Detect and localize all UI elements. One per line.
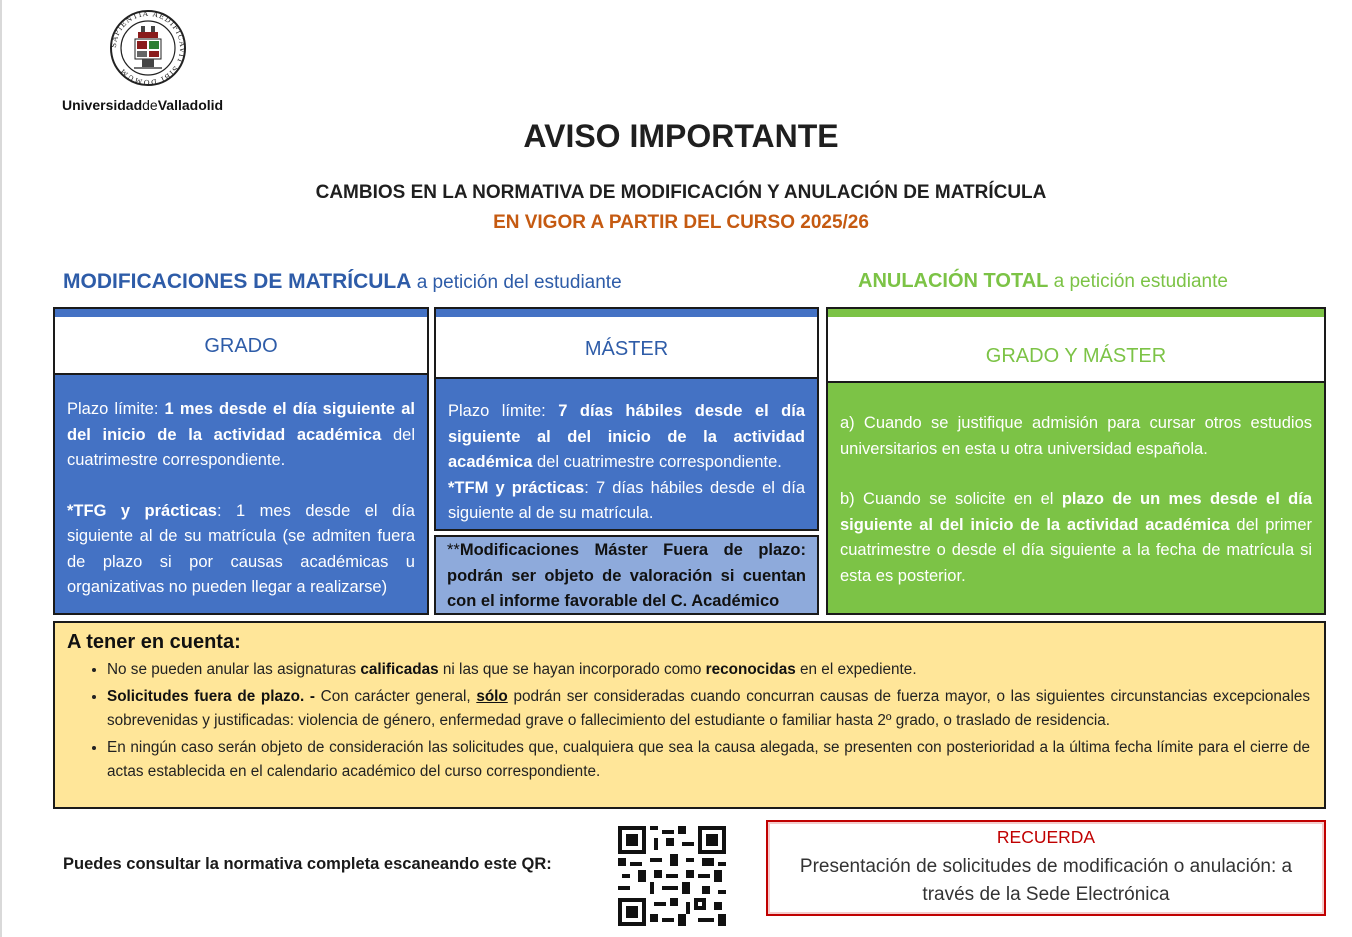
master-body (436, 399, 817, 527)
master-header: MÁSTER (436, 317, 817, 379)
section-modificaciones-heading: MODIFICACIONES DE MATRÍCULA a petición del estudiante (63, 270, 622, 293)
grado-box (53, 307, 429, 615)
section-anulacion-heading: ANULACIÓN TOTAL a petición estudiante (858, 270, 1228, 292)
grado-body (55, 397, 427, 601)
master-box (434, 307, 819, 531)
effective-date: EN VIGOR A PARTIR DEL CURSO 2025/26 (493, 212, 869, 233)
page-title: AVISO IMPORTANTE (523, 118, 839, 154)
grado-tfg-note: *TFG y prácticas: 1 mes desde el día siguiente al de su matrícula (se admiten fuera de plazo si por causas académicas u organizativas no pueden llegar a realizarse) (67, 501, 415, 596)
recuerda-title: RECUERDA (996, 827, 1096, 847)
list-item: • Solicitudes fuera de plazo. - Con carácter general, sólo podrán ser consideradas cuando concurran causas de fuerza mayor, o las siguientes circunstancias excepcionales sobrevenidas y justificadas: violencia de género, enfermedad grave o fallecimiento del estudiante o familiar hasta 2º grado, o traslado de residencia. (107, 685, 1310, 734)
anulacion-body (828, 411, 1324, 589)
anulacion-case-a: a) Cuando se justifique admisión para cursar otros estudios universitarios en esta u otra universidad española. (840, 414, 1312, 458)
master-out-of-term-note: **Modificaciones Máster Fuera de plazo: podrán ser objeto de valoración si cuentan con el informe favorable del C. Académico (434, 535, 819, 615)
grado-deadline: Plazo límite: 1 mes desde el día siguiente al del inicio de la actividad académica del cuatrimestre correspondiente. (67, 400, 415, 469)
university-name: UniversidaddeValladolid (62, 97, 224, 113)
notes-title: A tener en cuenta: (67, 631, 241, 653)
qr-code-icon[interactable] (618, 825, 726, 927)
university-seal-icon (108, 8, 188, 88)
recuerda-box (766, 820, 1326, 916)
notes-box (53, 621, 1326, 809)
anulacion-header: GRADO Y MÁSTER (828, 317, 1324, 383)
qr-label: Puedes consultar la normativa completa escaneando este QR: (63, 855, 552, 873)
seal-text: SAPIENTIA AEDIFICAVIT SIBI DOMUM (108, 8, 188, 88)
recuerda-text: Presentación de solicitudes de modificación o anulación: a través de la Sede Electrónica (799, 856, 1293, 905)
grado-header: GRADO (55, 317, 427, 375)
master-deadline: Plazo límite: 7 días hábiles desde el día siguiente al del inicio de la actividad académica del cuatrimestre correspondiente. (448, 402, 805, 471)
anulacion-case-b: b) Cuando se solicite en el plazo de un mes desde el día siguiente al del inicio de la actividad académica del primer cuatrimestre o desde el día siguiente a la fecha de matrícula si esta es posterior. (840, 490, 1312, 585)
anulacion-box (826, 307, 1326, 615)
notes-list (67, 658, 1310, 785)
master-tfm-note: *TFM y prácticas: 7 días hábiles desde el día siguiente al de su matrícula. (448, 478, 805, 522)
list-item: • En ningún caso serán objeto de consideración las solicitudes que, cualquiera que sea la causa alegada, se presenten con posterioridad a la última fecha límite para el cierre de actas establecida en el calendario académico del curso correspondiente. (107, 736, 1310, 785)
list-item: • No se pueden anular las asignaturas calificadas ni las que se hayan incorporado como reconocidas en el expediente. (107, 658, 1310, 683)
page-subtitle: CAMBIOS EN LA NORMATIVA DE MODIFICACIÓN Y ANULACIÓN DE MATRÍCULA (315, 182, 1047, 203)
